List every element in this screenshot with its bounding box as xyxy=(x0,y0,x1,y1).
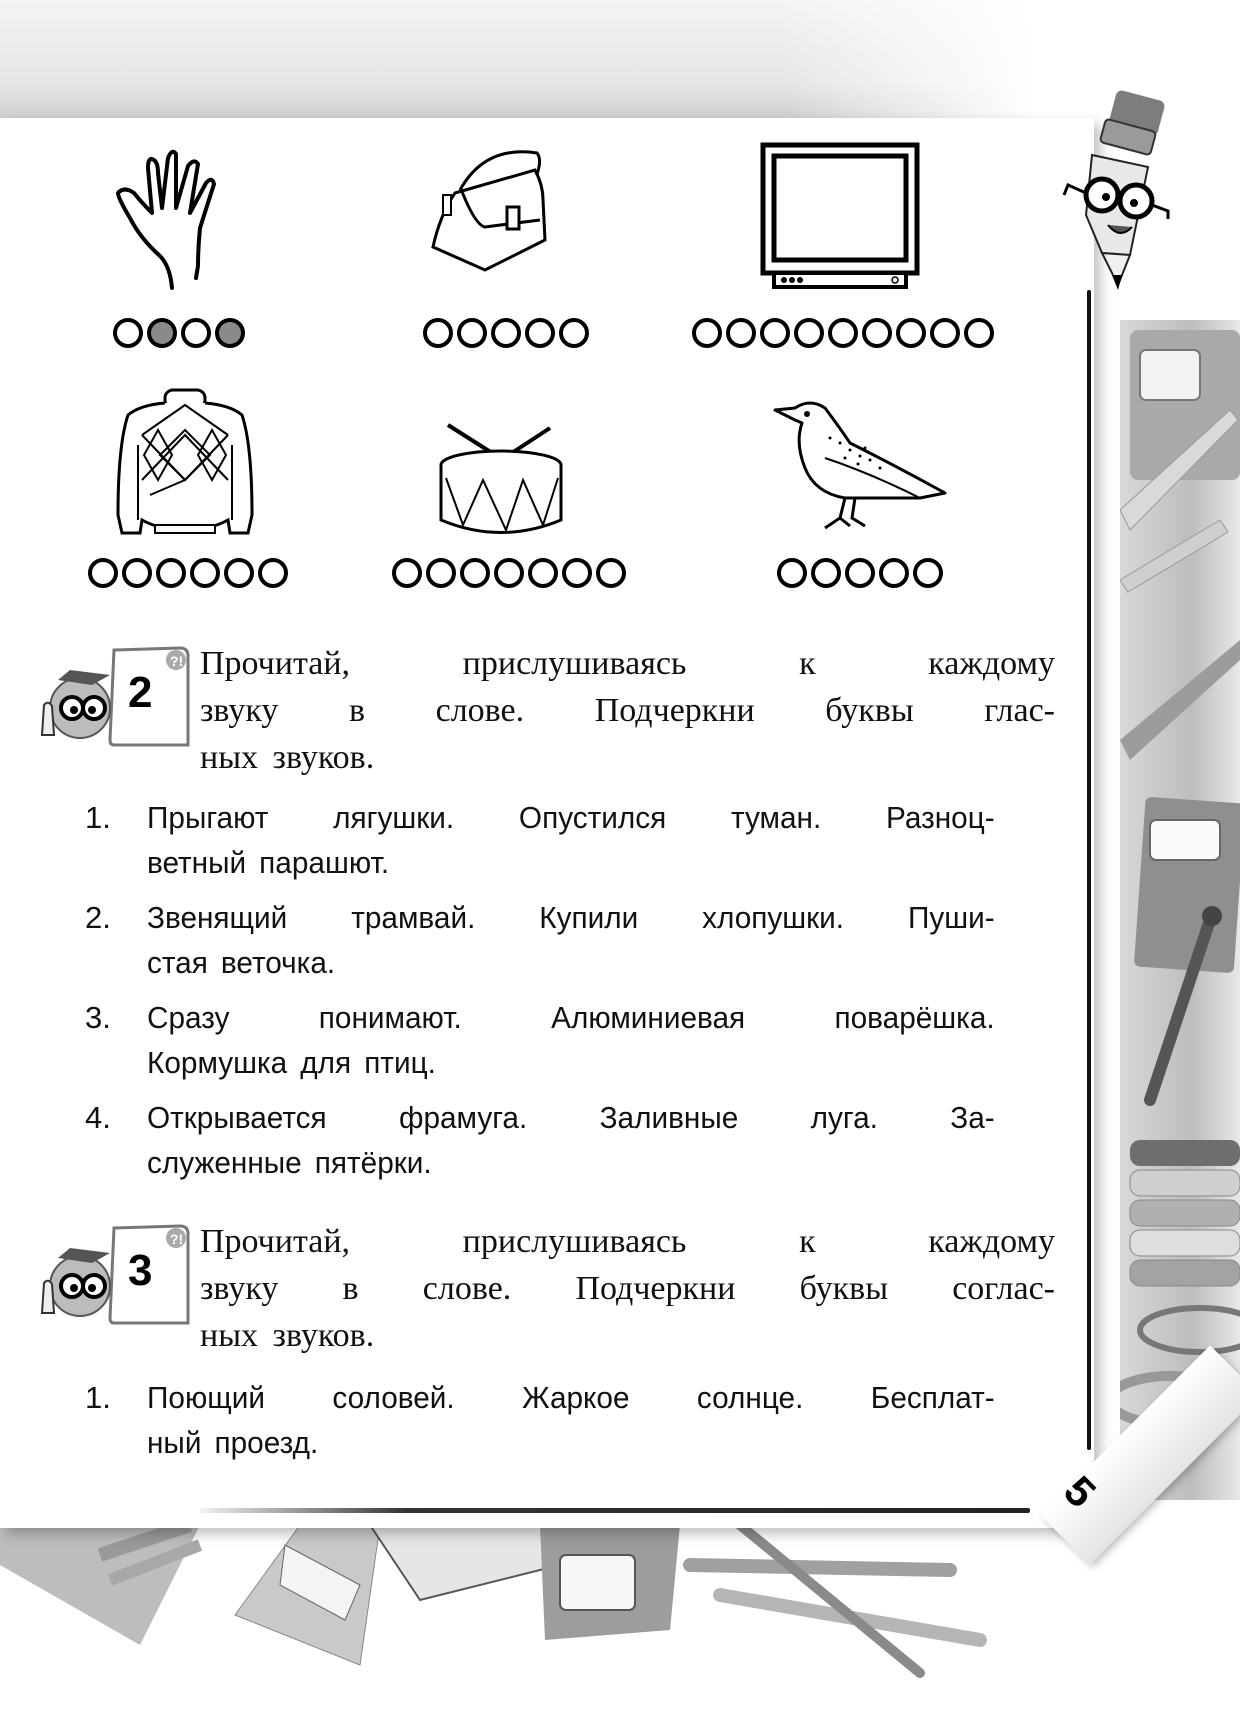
list-item xyxy=(85,895,1030,985)
item-text xyxy=(147,795,995,885)
page-number: 5 xyxy=(1055,1466,1105,1517)
instruction-line: Прочитай, прислушиваясь к каждому xyxy=(200,645,1055,682)
books-pencils-illustration xyxy=(0,1525,1240,1713)
picture-hand xyxy=(110,148,235,298)
list-item xyxy=(85,795,1030,885)
sound-circle-filled[interactable] xyxy=(215,318,245,348)
school-supplies-illustration xyxy=(1120,320,1240,1500)
sound-circle[interactable] xyxy=(258,558,288,588)
sound-circle[interactable] xyxy=(156,558,186,588)
task-2-exercise-list xyxy=(85,795,1030,1195)
sound-circle[interactable] xyxy=(562,558,592,588)
instruction-line: ных звуков. xyxy=(200,739,375,776)
task-3-exercise-list xyxy=(85,1375,1030,1475)
task-instruction xyxy=(200,1218,1055,1359)
picture-tv xyxy=(760,142,920,292)
sound-circle[interactable] xyxy=(88,558,118,588)
right-decor-school-supplies xyxy=(1120,320,1240,1500)
sound-circle[interactable] xyxy=(423,318,453,348)
page-edge-line xyxy=(1087,290,1091,1450)
picture-sweater xyxy=(110,385,260,545)
sound-scheme-hand xyxy=(113,318,245,348)
sweater-icon xyxy=(110,385,260,545)
sound-circle[interactable] xyxy=(692,318,722,348)
item-line: Открывается фрамуга. Заливные луга. За- xyxy=(147,1100,995,1135)
sound-scheme-tv xyxy=(692,318,994,348)
drum-icon xyxy=(438,420,568,540)
svg-text:?!: ?! xyxy=(170,1231,184,1247)
list-item xyxy=(85,1375,1030,1465)
sound-circle[interactable] xyxy=(426,558,456,588)
sound-circle[interactable] xyxy=(122,558,152,588)
instruction-line: звуку в слове. Подчеркни буквы глас- xyxy=(200,692,1055,729)
item-number: 2. xyxy=(85,900,111,935)
sound-circle[interactable] xyxy=(726,318,756,348)
bird-icon xyxy=(770,398,960,543)
instruction-line: звуку в слове. Подчеркни буквы соглас- xyxy=(200,1270,1055,1307)
item-text xyxy=(147,1375,995,1465)
sound-circle[interactable] xyxy=(113,318,143,348)
sound-circle[interactable] xyxy=(491,318,521,348)
svg-text:?!: ?! xyxy=(170,653,184,669)
sound-circle[interactable] xyxy=(528,558,558,588)
sound-circle[interactable] xyxy=(964,318,994,348)
item-line: Прыгают лягушки. Опустился туман. Разноц- xyxy=(147,800,995,835)
sound-circle[interactable] xyxy=(760,318,790,348)
sound-circle[interactable] xyxy=(828,318,858,348)
sound-scheme-sweater xyxy=(88,558,288,588)
item-text xyxy=(147,995,995,1085)
item-line: ный проезд. xyxy=(147,1425,319,1460)
sound-circle[interactable] xyxy=(930,318,960,348)
picture-drum xyxy=(438,420,568,540)
item-number: 3. xyxy=(85,1000,111,1035)
sound-circle[interactable] xyxy=(896,318,926,348)
list-item xyxy=(85,995,1030,1085)
item-line: Поющий соловей. Жаркое солнце. Бесплат- xyxy=(147,1380,995,1415)
item-number: 1. xyxy=(85,800,111,835)
item-line: ветный парашют. xyxy=(147,845,390,880)
item-line: стая веточка. xyxy=(147,945,336,980)
sound-circle[interactable] xyxy=(845,558,875,588)
instruction-line: Прочитай, прислушиваясь к каждому xyxy=(200,1223,1055,1260)
sound-circle-filled[interactable] xyxy=(147,318,177,348)
task-instruction xyxy=(200,640,1055,781)
sound-circle[interactable] xyxy=(190,558,220,588)
task-badge-owl-mascot-icon xyxy=(30,1218,205,1333)
item-line: Звенящий трамвай. Купили хлопушки. Пуши- xyxy=(147,900,995,935)
sound-scheme-bird xyxy=(777,558,943,588)
list-item xyxy=(85,1095,1030,1185)
item-line: служенные пятёрки. xyxy=(147,1145,432,1180)
instruction-line: ных звуков. xyxy=(200,1317,375,1354)
hand-icon xyxy=(110,148,235,298)
sound-circle[interactable] xyxy=(811,558,841,588)
bottom-rule xyxy=(200,1508,1030,1513)
item-line: Сразу понимают. Алюминиевая поварёшка. xyxy=(147,1000,995,1035)
pencil-mascot-icon xyxy=(1050,85,1180,295)
sound-circle[interactable] xyxy=(494,558,524,588)
sound-circle[interactable] xyxy=(392,558,422,588)
sound-circle[interactable] xyxy=(777,558,807,588)
sound-scheme-drum xyxy=(392,558,626,588)
task-number: 2 xyxy=(128,668,153,717)
item-text xyxy=(147,895,995,985)
sound-circle[interactable] xyxy=(913,558,943,588)
bottom-decor-school-supplies xyxy=(0,1525,1240,1713)
sound-circle[interactable] xyxy=(181,318,211,348)
picture-handbag xyxy=(425,145,555,275)
sound-circle[interactable] xyxy=(525,318,555,348)
sound-circle[interactable] xyxy=(862,318,892,348)
picture-bird xyxy=(770,398,960,543)
tv-icon xyxy=(760,142,920,292)
item-text xyxy=(147,1095,995,1185)
sound-circle[interactable] xyxy=(224,558,254,588)
item-number: 4. xyxy=(85,1100,111,1135)
sound-circle[interactable] xyxy=(879,558,909,588)
sound-circle[interactable] xyxy=(596,558,626,588)
item-number: 1. xyxy=(85,1380,111,1415)
task-number: 3 xyxy=(128,1246,153,1295)
task-badge-owl-mascot-icon xyxy=(30,640,205,755)
sound-scheme-handbag xyxy=(423,318,589,348)
sound-circle[interactable] xyxy=(794,318,824,348)
item-line: Кормушка для птиц. xyxy=(147,1045,436,1080)
sound-circle[interactable] xyxy=(559,318,589,348)
sound-circle[interactable] xyxy=(457,318,487,348)
sound-circle[interactable] xyxy=(460,558,490,588)
handbag-icon xyxy=(425,145,555,275)
